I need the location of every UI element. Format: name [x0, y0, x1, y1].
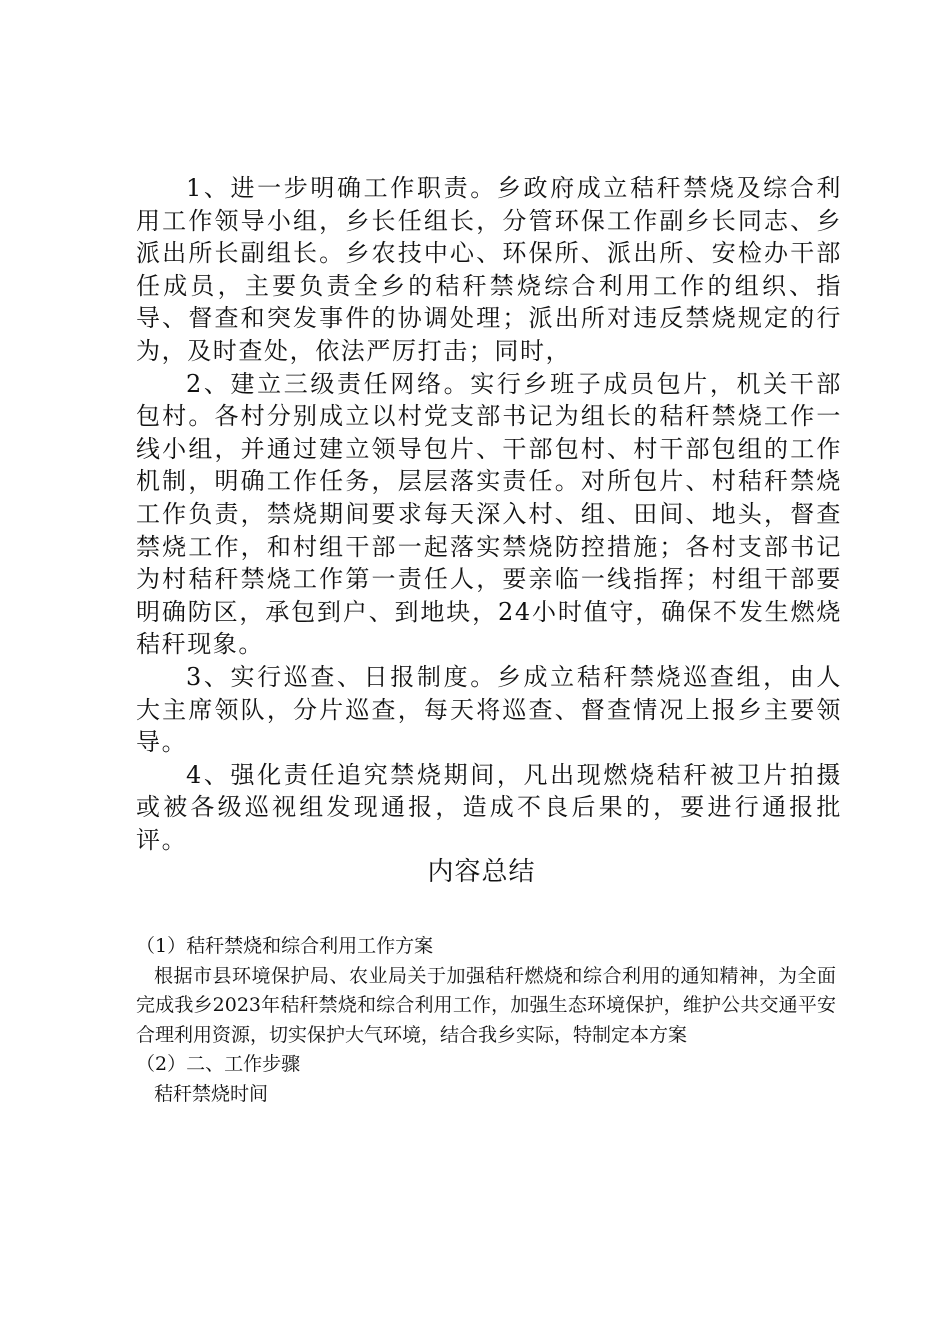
document-body [136, 172, 842, 856]
paragraph-patrol-reporting: 3、实行巡查、日报制度。乡成立秸秆禁烧巡查组，由人大主席领队，分片巡查，每天将巡查、督查情况上报乡主要领导。 [136, 662, 842, 757]
paragraph-accountability: 4、强化责任追究禁烧期间，凡出现燃烧秸秆被卫片拍摄或被各级巡视组发现通报，造成不良后果的，要进行通报批评。 [136, 760, 842, 854]
summary-item-heading: （2）二、工作步骤 [136, 1053, 301, 1076]
summary-title: 内容总结 [427, 857, 536, 887]
paragraph-responsibilities: 1、进一步明确工作职责。乡政府成立秸秆禁烧及综合利用工作领导小组，乡长任组长，分管环保工作副乡长同志、乡派出所长副组长。乡农技中心、环保所、派出所、安检办干部任成员，主要负责全乡的秸秆禁烧综合利用工作的组织、指导、督查和突发事件的协调处理；派出所对违反禁烧规定的行为，及时查处，依法严厉打击；同时， [136, 174, 842, 365]
summary-section [136, 932, 836, 1110]
paragraph-responsibility-network: 2、建立三级责任网络。实行乡班子成员包片，机关干部包村。各村分别成立以村党支部书记为组长的秸秆禁烧工作一线小组，并通过建立领导包片、干部包村、村干部包组的工作机制，明确工作任务，层层落实责任。对所包片、村秸秆禁烧工作负责，禁烧期间要求每天深入村、组、田间、地头，督查禁烧工作，和村组干部一起落实禁烧防控措施；各村支部书记为村秸秆禁烧工作第一责任人，要亲临一线指挥；村组干部要明确防区，承包到户、到地块，24小时值守，确保不发生燃烧秸秆现象。 [136, 369, 842, 659]
summary-item-heading: （1）秸秆禁烧和综合利用工作方案 [136, 935, 434, 957]
summary-item-body: 根据市县环境保护局、农业局关于加强秸秆燃烧和综合利用的通知精神，为全面完成我乡2023年秸秆禁烧和综合利用工作，加强生态环境保护，维护公共交通平安合理利用资源，切实保护大气环境，结合我乡实际，特制定本方案 [136, 964, 836, 1046]
summary-item-body: 秸秆禁烧时间 [154, 1082, 269, 1105]
